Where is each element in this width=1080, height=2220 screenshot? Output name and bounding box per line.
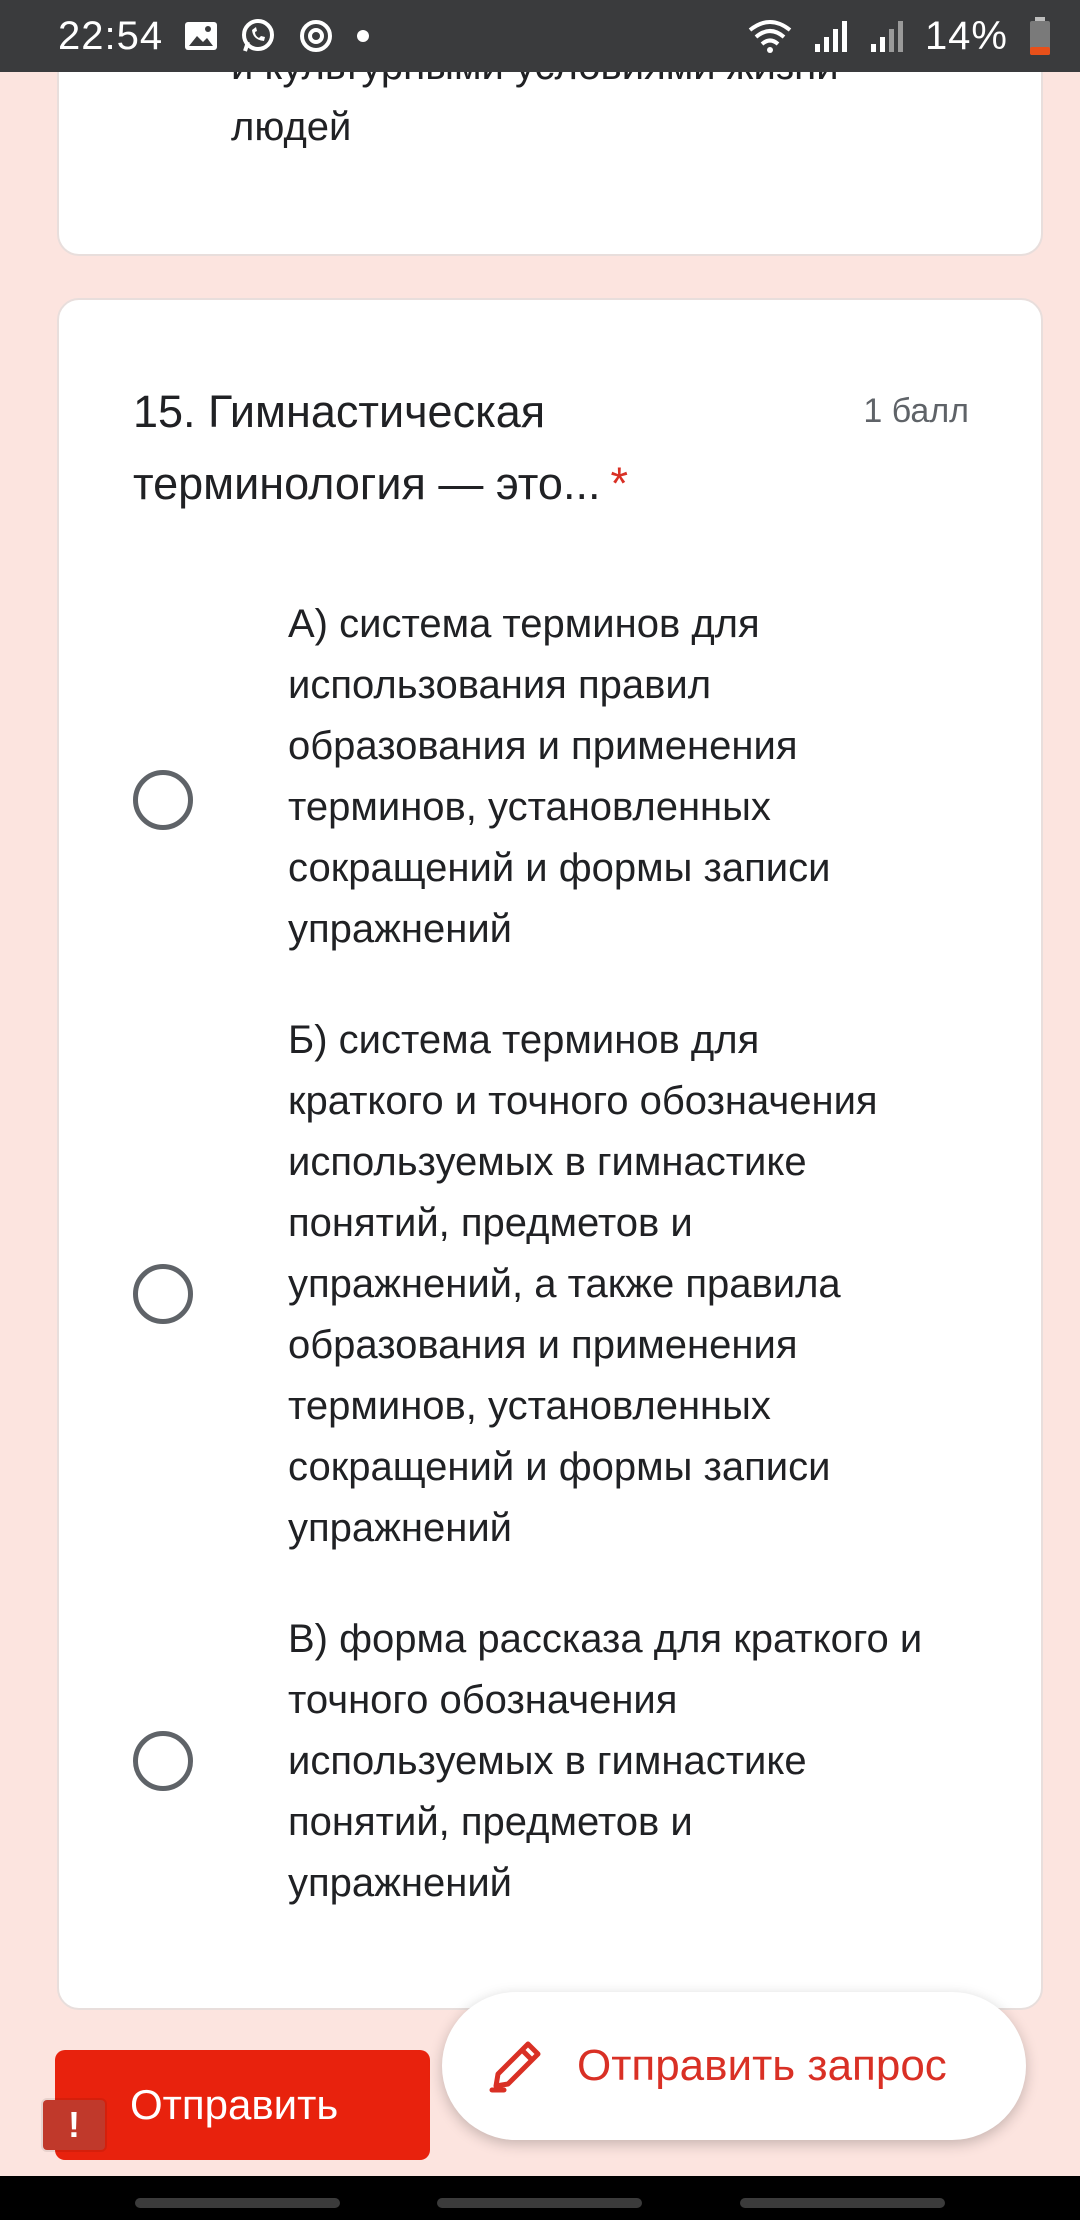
option-text-line: терминов, установленных xyxy=(288,1384,771,1428)
option-text-line: используемых в гимнастике xyxy=(288,1140,807,1184)
option-text-line: использования правил xyxy=(288,663,712,707)
status-time: 22:54 xyxy=(58,13,164,58)
battery-percent: 14% xyxy=(924,13,1008,58)
option-text-line: терминов, установленных xyxy=(288,785,771,829)
radio-button-c[interactable] xyxy=(133,1731,193,1791)
option-text-line: понятий, предметов и xyxy=(288,1800,693,1844)
status-right xyxy=(747,14,1052,59)
option-text-line: А) система терминов для xyxy=(288,602,760,646)
image-icon xyxy=(183,18,219,54)
radio-button-b[interactable] xyxy=(133,1264,193,1324)
request-access-button[interactable] xyxy=(442,1992,1026,2140)
option-text-line: сокращений и формы записи xyxy=(288,846,831,890)
option-b[interactable] xyxy=(133,1010,1013,1565)
question-title-line: 15. Гимнастическая xyxy=(133,386,546,437)
option-text-line: упражнений xyxy=(288,907,513,951)
option-c[interactable] xyxy=(133,1609,1013,1919)
question-card xyxy=(57,298,1043,2010)
option-text-line: точного обозначения xyxy=(288,1678,678,1722)
signal-icon-2 xyxy=(869,18,905,54)
status-left xyxy=(58,14,371,59)
option-text-line: краткого и точного обозначения xyxy=(288,1079,878,1123)
signal-icon xyxy=(813,18,849,54)
nav-handle-center[interactable] xyxy=(437,2198,642,2208)
pencil-icon xyxy=(484,2034,548,2103)
option-a[interactable] xyxy=(133,594,1013,964)
option-text-line: упражнений, а также правила xyxy=(288,1262,841,1306)
whatsapp-icon xyxy=(239,17,277,55)
previous-option-text-line: людей xyxy=(231,105,352,149)
points-label: 1 балл xyxy=(863,392,969,430)
option-c-label xyxy=(288,1609,1008,1914)
option-text-line: В) форма рассказа для краткого и xyxy=(288,1617,923,1661)
report-alert-icon[interactable]: ! xyxy=(43,2100,105,2150)
submit-button[interactable] xyxy=(55,2050,430,2160)
navigation-bar xyxy=(0,2176,1080,2220)
request-access-label: Отправить запрос xyxy=(577,2041,947,2090)
option-text-line: сокращений и формы записи xyxy=(288,1445,831,1489)
wifi-icon xyxy=(747,18,793,54)
option-text-line: используемых в гимнастике xyxy=(288,1739,807,1783)
submit-button-label: Отправить xyxy=(130,2081,339,2128)
sync-icon xyxy=(297,17,335,55)
nav-handle-left[interactable] xyxy=(135,2198,340,2208)
battery-icon xyxy=(1028,16,1052,56)
required-asterisk: * xyxy=(610,458,628,509)
radio-button-a[interactable] xyxy=(133,770,193,830)
question-title-line: терминология — это... xyxy=(133,458,601,509)
option-b-label xyxy=(288,1010,1008,1559)
option-text-line: упражнений xyxy=(288,1506,513,1550)
option-text-line: Б) система терминов для xyxy=(288,1018,760,1062)
option-text-line: понятий, предметов и xyxy=(288,1201,693,1245)
option-text-line: образования и применения xyxy=(288,724,798,768)
option-a-label xyxy=(288,594,1008,960)
question-title-line-wrap xyxy=(133,448,773,520)
question-title xyxy=(133,376,773,520)
nav-handle-right[interactable] xyxy=(740,2198,945,2208)
option-text-line: образования и применения xyxy=(288,1323,798,1367)
dot-icon xyxy=(355,28,371,44)
status-bar xyxy=(0,0,1080,72)
option-text-line: упражнений xyxy=(288,1861,513,1905)
